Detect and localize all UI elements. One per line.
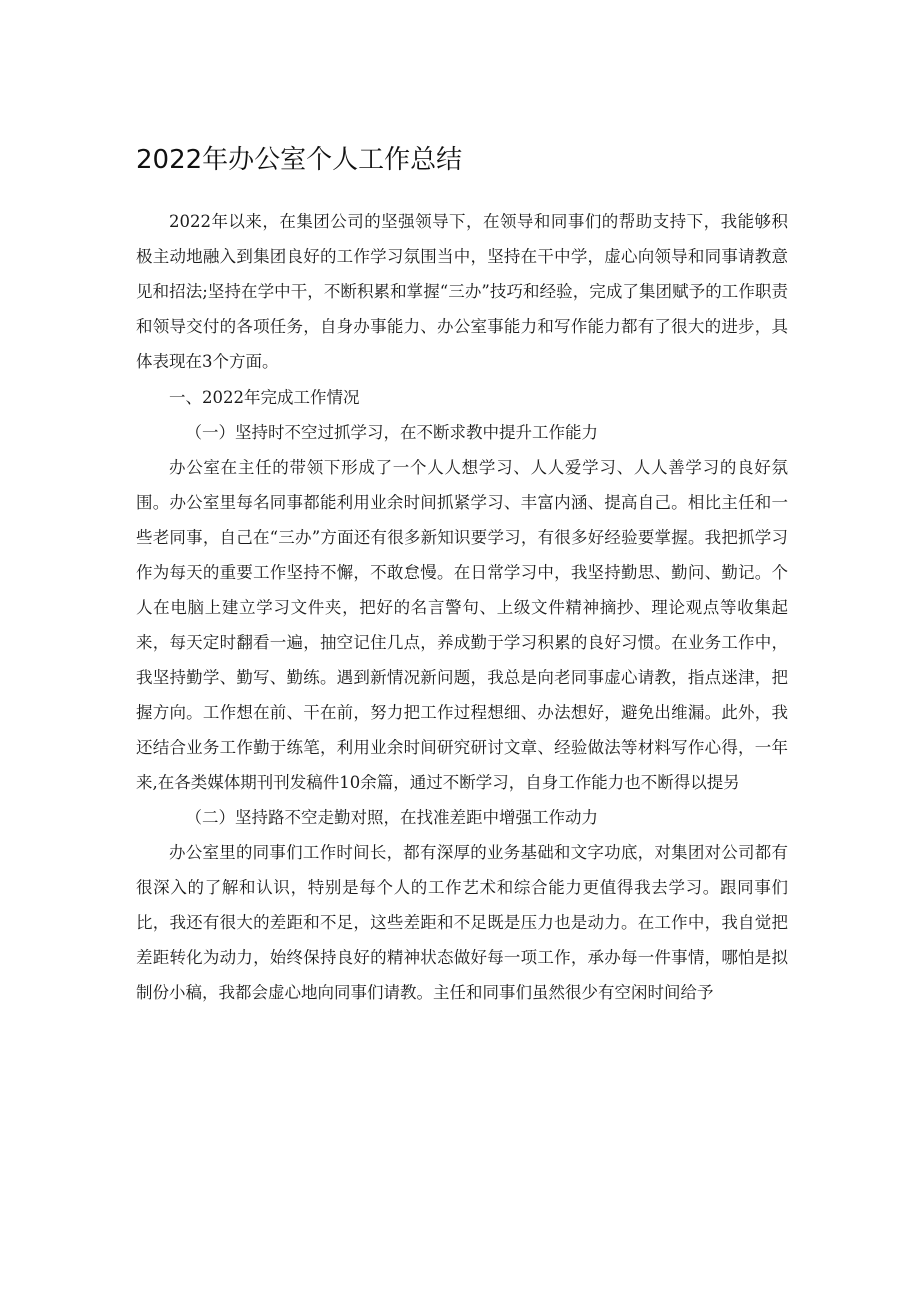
subsection-heading-2: （二）坚持路不空走勤对照，在找准差距中增强工作动力: [185, 808, 598, 827]
document-title: 2022年办公室个人工作总结: [136, 145, 463, 175]
section-heading-1: 一、2022年完成工作情况: [169, 388, 360, 407]
subsection-heading-1: （一）坚持时不空过抓学习，在不断求教中提升工作能力: [185, 423, 598, 442]
subsection-paragraph-1: 办公室在主任的带领下形成了一个人人想学习、人人爱学习、人人善学习的良好氛围。办公室里每名同事都能利用业余时间抓紧学习、丰富内涵、提高自己。相比主任和一些老同事，自己在“三办”方面还有很多新知识要学习，有很多好经验要掌握。我把抓学习作为每天的重要工作坚持不懈，不敢怠慢。在日常学习中，我坚持勤思、勤问、勤记。个人在电脑上建立学习文件夹，把好的名言警句、上级文件精神摘抄、理论观点等收集起来，每天定时翻看一遍，抽空记住几点，养成勤于学习积累的良好习惯。在业务工作中，我坚持勤学、勤写、勤练。遇到新情况新问题，我总是向老同事虚心请教，指点迷津，把握方向。工作想在前、干在前，努力把工作过程想细、办法想好，避免出维漏。此外，我还结合业务工作勤于练笔，利用业余时间研究研讨文章、经验做法等材料写作心得，一年来,在各类媒体期刊刊发稿件10余篇，通过不断学习，自身工作能力也不断得以提另: [136, 458, 788, 792]
subsection-paragraph-2: 办公室里的同事们工作时间长，都有深厚的业务基础和文字功底，对集团对公司都有很深入的了解和认识，特别是每个人的工作艺术和综合能力更值得我去学习。跟同事们比，我还有很大的差距和不足，这些差距和不足既是压力也是动力。在工作中，我自觉把差距转化为动力，始终保持良好的精神状态做好每一项工作，承办每一件事情，哪怕是拟制份小稿，我都会虚心地向同事们请教。主任和同事们虽然很少有空闲时间给予: [136, 843, 788, 1002]
intro-paragraph: 2022年以来，在集团公司的坚强领导下，在领导和同事们的帮助支持下，我能够积极主动地融入到集团良好的工作学习氛围当中，坚持在干中学，虚心向领导和同事请教意见和招法;坚持在学中干，不断积累和掌握“三办”技巧和经验，完成了集团赋予的工作职责和领导交付的各项任务，自身办事能力、办公室事能力和写作能力都有了很大的进步，具体表现在3个方面。: [136, 212, 788, 371]
document-body: [136, 204, 788, 1010]
